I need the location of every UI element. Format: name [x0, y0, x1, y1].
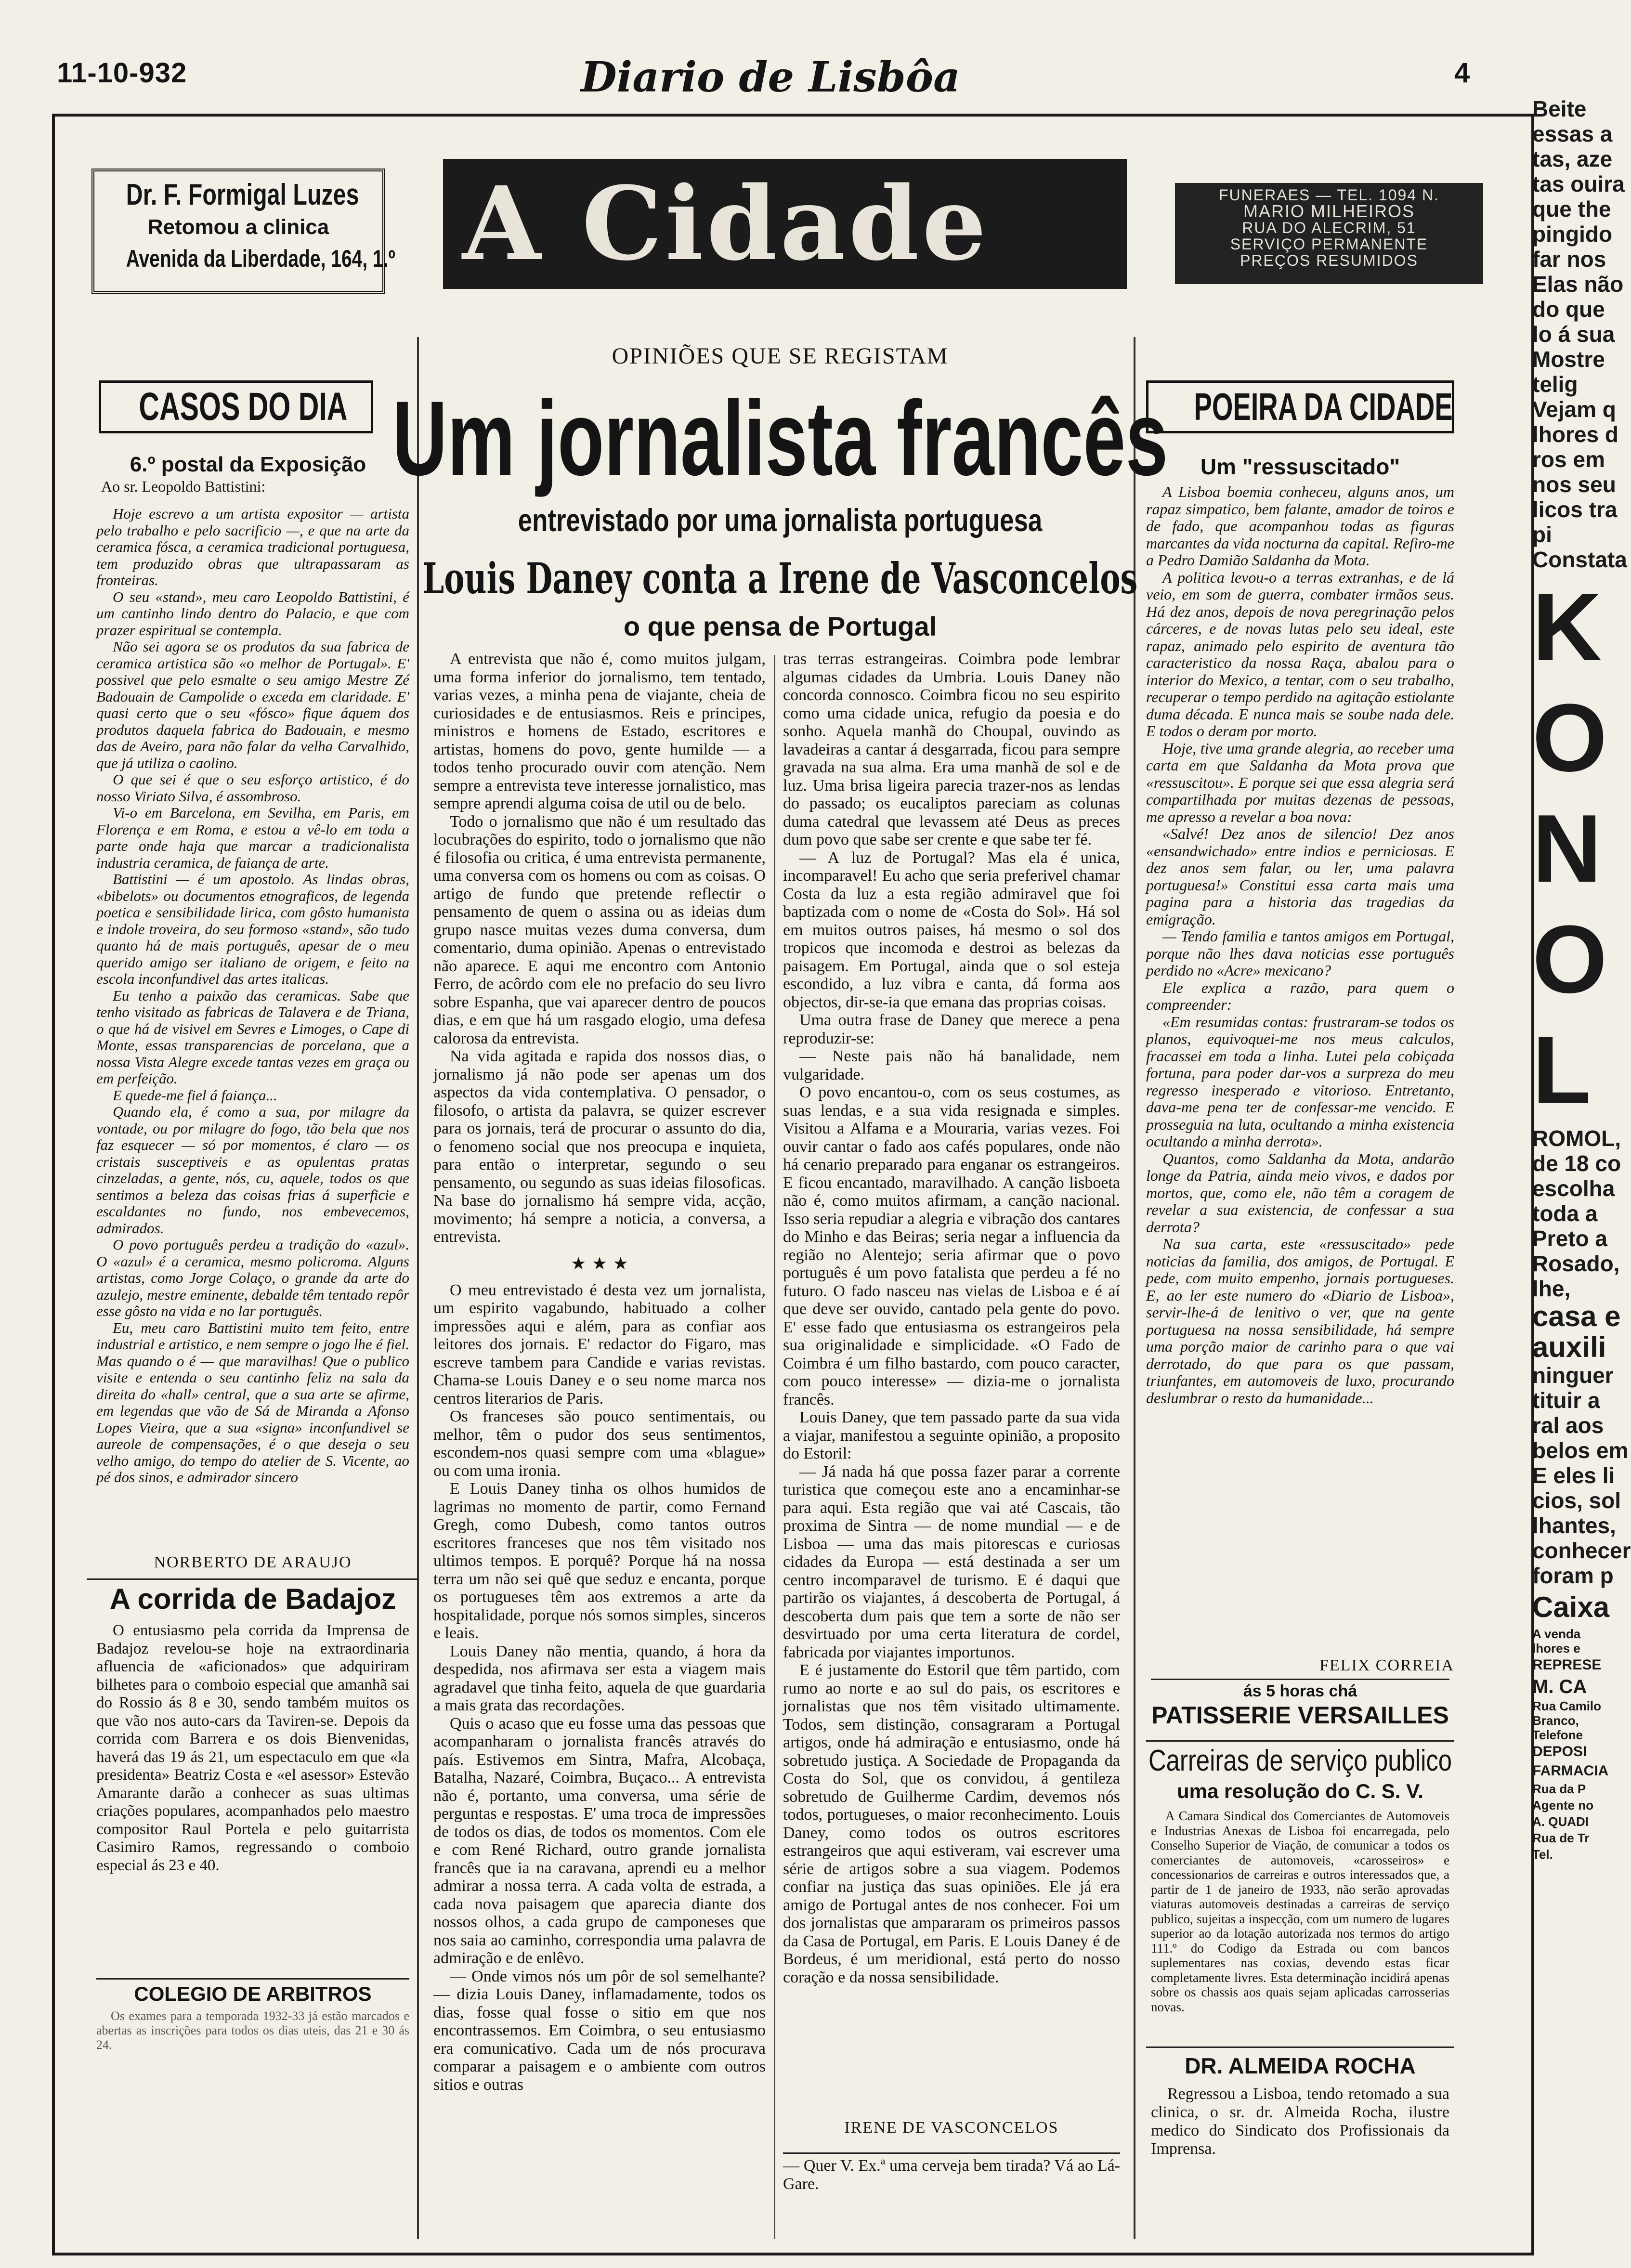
- article-paragraph: O meu entrevistado é desta vez um jornalista, um espirito vagabundo, habituado a colher impressões aqui e além, para as confiar aos leitores dos jornais. E' redactor do Figaro, mas escreve tambem para Candide e varias revistas. Chama-se Louis Daney e o seu nome marca nos centros literarios de Paris.: [433, 1281, 766, 1408]
- carreiras-title-box: [1146, 1740, 1454, 1780]
- funeraes-prices: PREÇOS RESUMIDOS: [1240, 252, 1418, 269]
- bleed-line: toda a: [1532, 1201, 1598, 1226]
- bleed-line: K: [1532, 574, 1602, 681]
- bleed-line: Preto a: [1532, 1226, 1607, 1251]
- column-rule: [1134, 337, 1135, 2239]
- poeira-paragraph: Ele explica a razão, para quem o compreender:: [1146, 978, 1454, 1013]
- bleed-line: Branco,: [1532, 1713, 1579, 1728]
- casos-paragraph: Eu, meu caro Battistini muito tem feito, entre industrial e artistico, e nem sempre o jogo lhe é fiel. Mas quando o é — que maravilhas! Que o publico visite e entenda o seu cantinho feliz na sala da direita do «hall» central, que a sua arte se afirme, em legendas que vão de Sá de Miranda a Afonso Lopes Vieira, que a sua «signa» inconfundivel se aureole de compensações, é o que deseja o seu velho amigo, do tempo do atelier de S. Vicente, ao pé dos sinos, e admirador sincero: [96, 1319, 409, 1486]
- casos-paragraph: Eu tenho a paixão das ceramicas. Sabe que tenho visitado as fabricas de Talavera e de Triana, o que há de visivel em Sevres e Limoges, o Cape di Monte, essas transparencias de porcelana, que a nossa Vista Alegre excede tantas vezes em graça ou em perfeição.: [96, 987, 409, 1087]
- bleed-line: escolha: [1532, 1176, 1615, 1201]
- article-deck-box: [422, 552, 1138, 605]
- bleed-line: Rua de Tr: [1532, 1831, 1590, 1845]
- bleed-line: ROMOL,: [1532, 1126, 1621, 1151]
- bleed-line: FARMACIA: [1532, 1763, 1609, 1779]
- article-col-1: [433, 650, 766, 2215]
- bleed-line: licos tra: [1532, 497, 1618, 522]
- article-subhead: entrevistado por uma jornalista portuguesa: [518, 502, 1043, 538]
- funeraes-service: SERVIÇO PERMANENTE: [1230, 235, 1428, 253]
- bleed-line: ros em: [1532, 447, 1605, 472]
- bleed-line: O: [1532, 684, 1607, 792]
- article-paragraph: E é justamente do Estoril que têm partido, com rumo ao norte e ao sul do pais, os escritores e jornalistas que nos têm visitado ultimamente. Todos, sem distinção, consagraram a Portugal artigos, onde há admiração e entusiasmo, onde há sobretudo justiça. A Sociedade de Propaganda da Costa do Sol, que os convidou, á gentileza sobretudo de Guilherme Cardim, devemos nós todos, portugueses, o maior reconhecimento. Louis Daney, como todos os outros escritores estrangeiros que aqui estiveram, vai escrever uma série de artigos sobre a sua viagem. Podemos confiar na justiça das suas opiniões. Ele já era amigo de Portugal antes de nos conhecer. Foi um dos jornalistas que ampararam os primeiros passos da Casa de Portugal, em Paris. E Louis Daney é de Bordeus, é um meridional, está perto do nosso coração e da nossa sensibilidade.: [783, 1661, 1120, 1986]
- bleed-line: lhores d: [1532, 422, 1618, 447]
- formigal-address: Avenida da Liberdade, 164, 1.º: [126, 245, 395, 272]
- poeira-heading-text: POEIRA DA CIDADE: [1194, 385, 1453, 428]
- article-stars: ★ ★ ★: [571, 1253, 628, 1274]
- versailles-name: PATISSERIE VERSAILLES: [1151, 1702, 1449, 1729]
- masthead-date: 11-10-932: [57, 57, 187, 89]
- casos-paragraph: E quede-me fiel á faiança...: [113, 1086, 277, 1104]
- bleed-line: Vejam q: [1532, 397, 1616, 422]
- funeraes-name: MARIO MILHEIROS: [1243, 201, 1415, 221]
- bleed-line: Beite: [1532, 96, 1587, 121]
- carreiras-sub: uma resolução do C. S. V.: [1177, 1780, 1423, 1802]
- carreiras-text: A Camara Sindical dos Comerciantes de Automoveis e Industrias Anexas de Lisboa foi encarregada, pelo Conselho Superior de Viação, de comunicar a todos os comerciantes de automoveis, «carosseiros» e concessionarios de carreiras e outros interessados que, a partir de 1 de janeiro de 1933, não serão aprovadas viaturas automoveis destinadas a carreiras de serviço publico, sujeitas a inspecção, com um numero de lugares superior ao da lotação autorizada nos termos do artigo 111.º do Codigo da Estrada ou com bancos suplementares nas coxias, devendo estas ficar completamente livres. Esta determinação incidirá apenas sobre os chassis aos quais sejam aplicadas carrosserias novas.: [1151, 1809, 1449, 2014]
- article-paragraph: E Louis Daney tinha os olhos humidos de lagrimas no momento de partir, como Fernand Gregh, como Dubesh, como tantos outros escritores franceses que nos têm visitado nos ultimos tempos. E porquê? Porque há na nossa terra um não sei quê que seduz e encanta, porque os portugueses têm aos extremos a arte da hospitalidade, porque nós somos simples, sinceros e leais.: [433, 1480, 766, 1642]
- badajoz-text: O entusiasmo pela corrida da Imprensa de Badajoz revelou-se hoje na extraordinaria afluencia de «aficionados» que adquiriram bilhetes para o comboio especial que amanhã sai do Rossio ás 8 e 30, sendo também muitos os que vão nos auto-cars da Taviren-se. Depois da corrida com Barrera e os dois Bienvenidas, haverá das 19 ás 21, um espectaculo em que «la presidenta» Beatriz Costa e «el asessor» Estevão Amarante darão a conhecer as suas ultimas criações populares, acompanhados pelo maestro compositor Raul Portela e pelo guitarrista Casimiro Ramos, regressando o comboio especial ás 23 e 40.: [96, 1622, 409, 1874]
- poeira-body: [1146, 483, 1454, 1649]
- bleed-line: far nos: [1532, 247, 1606, 272]
- article-footnote: — Quer V. Ex.ª uma cerveja bem tirada? Vá ao Lá-Gare.: [783, 2152, 1120, 2193]
- casos-paragraph: O seu «stand», meu caro Leopoldo Battistini, é um cantinho lindo dentro do Palacio, e que com prazer espiritual se contempla.: [96, 588, 409, 639]
- bleed-line: DEPOSI: [1532, 1744, 1587, 1760]
- poeira-paragraph: A Lisboa boemia conheceu, alguns anos, um rapaz simpatico, bem falante, amador de toiros e de fado, que acompanhou todas as figuras marcantes da vida nocturna da capital. Refiro-me a Pedro Damião Saldanha da Mota.: [1146, 483, 1454, 569]
- bleed-line: belos em: [1532, 1438, 1629, 1463]
- bleed-line: lhe,: [1532, 1276, 1571, 1301]
- poeira-paragraph: Quantos, como Saldanha da Mota, andarão longe da Patria, ainda meio vivos, e dados por mortos, que, como ele, não têm a coragem de revelar a sua existencia, de confessar a sua derrota?: [1146, 1149, 1454, 1236]
- bleed-line: M. CA: [1532, 1676, 1587, 1697]
- poeira-paragraph: — Tendo familia e tantos amigos em Portugal, porque não lhes dava noticias esse português perdido no «Acre» mexicano?: [1146, 927, 1454, 979]
- casos-heading-text: CASOS DO DIA: [139, 385, 348, 429]
- bleed-line: cios, sol: [1532, 1488, 1621, 1513]
- bleed-line: essas a: [1532, 121, 1613, 146]
- poeira-paragraph: Na sua carta, este «ressuscitado» pede noticias da familia, dos amigos, de Portugal. E pede, com muito empenho, jornais portugueses. E, ao ler este numero do «Diario de Lisboa», servir-lhe-á de lenitivo o ver, que na gente portuguesa na nossa sensibilidade, há sempre uma porção maior de carinho para o que vai derrotado, do que para os que passam, triunfantes, em automoveis de luxo, procurando deslumbrar o resto da humanidade...: [1146, 1235, 1454, 1407]
- article-paragraph: Os franceses são pouco sentimentais, ou melhor, têm o pudor dos seus sentimentos, escondem-nos quasi sempre com uma «blague» ou com uma ironia.: [433, 1408, 766, 1480]
- bleed-line: tas ouira: [1532, 171, 1625, 196]
- bleed-line: A. QUADI: [1532, 1814, 1589, 1829]
- article-paragraph: Na vida agitada e rapida dos nossos dias, o jornalismo já não pode ser apenas um dos aspectos da vida contemplativa. O pensador, o filosofo, o artista da palavra, se quizer escrever para os jornais, terá de procurar o assunto do dia, o fenomeno social que nos preocupa e inquieta, para então o interpretar, segundo o seu pensamento, ou segundo as suas ideias filosoficas. Na base do jornalismo há sempre vida, acção, movimento; há sempre a noticia, a conversa, a entrevista.: [433, 1047, 766, 1246]
- article-paragraph: Louis Daney, que tem passado parte da sua vida a viajar, manifestou a seguinte opinião, a proposito do Estoril:: [783, 1408, 1120, 1462]
- bleed-line: ral aos: [1532, 1413, 1604, 1438]
- article-paragraph: O povo encantou-o, com os seus costumes, as suas lendas, e a sua vida resignada e simples. Visitou a Alfama e a Mouraria, varias vezes. Foi ouvir cantar o fado aos cafés populares, onde não há cenario preparado para enganar os estrangeiros. E ficou encantado, maravilhado. A canção lisboeta não é, como muitos afirmam, a canção nacional. Isso seria repudiar a alegria e vibração dos cantares do Minho e das Beiras; seria negar a influencia da região no Alentejo; seria afirmar que o povo português é um povo fatalista que perdeu a fé no futuro. O fado nasceu nas vielas de Lisboa e é aí que deve ser ouvido, cantado pela gente do povo. E' esse fado que entusiasma os estrangeiros pela sua originalidade e simplicidade. «O Fado de Coimbra é um filho bastardo, com pouco caracter, com pouco interesse» — dizia-me o jornalista francês.: [783, 1083, 1120, 1408]
- bleed-line: A venda: [1532, 1627, 1581, 1641]
- article-signature: IRENE DE VASCONCELOS: [844, 2119, 1059, 2137]
- bleed-line: auxili: [1532, 1331, 1606, 1363]
- carreiras-title: Carreiras de serviço publico: [1148, 1744, 1452, 1777]
- column-rule: [774, 655, 775, 2239]
- casos-dedication: Ao sr. Leopoldo Battistini:: [101, 478, 266, 495]
- bleed-line: Elas não: [1532, 272, 1624, 297]
- bleed-line: pi: [1532, 522, 1552, 547]
- article-paragraph: — A luz de Portugal? Mas ela é unica, incomparavel! Eu acho que seria preferivel chamar Costa da luz a esta região admiravel que foi baptizada com o nome de «Costa do Sol». Há sol em muitos outros paises, há mesmo o sol dos tropicos que incomoda e destroi as belezas da paisagem. Em Portugal, ainda que o sol esteja escondido, a luz vibra e canta, dá forma aos objectos, dir-se-ia que emana das proprias coisas.: [783, 848, 1120, 1011]
- article-paragraph: — Neste pais não há banalidade, nem vulgaridade.: [783, 1047, 1120, 1083]
- bleed-line: do que: [1532, 297, 1605, 322]
- casos-signature: NORBERTO DE ARAUJO: [154, 1553, 352, 1571]
- article-paragraph: — Já nada há que possa fazer parar a corrente turistica que começou este ano a encaminhar-se para aqui. Esta região que vai até Cascais, tão proxima de Sintra — de nome mundial — e de Lisboa — uma das mais pitorescas e curiosas cidades da Europa — está destinada a ser um centro incomparavel de turismo. E é daqui que partirão os viajantes, á descoberta de Portugal, á descoberta dum pais que tem a sorte de não ser desvirtuado por uma certa literatura de cordel, fabricada por viajantes importunos.: [783, 1462, 1120, 1661]
- bleed-line: L: [1532, 1017, 1592, 1124]
- bleed-line: lo á sua: [1532, 322, 1615, 347]
- colegio-title: COLEGIO DE ARBITROS: [96, 1978, 409, 2006]
- article-kicker: OPINIÕES QUE SE REGISTAM: [612, 343, 949, 369]
- bleed-line: Telefone: [1532, 1728, 1583, 1742]
- poeira-paragraph: «Em resumidas contas: frustraram-se todos os planos, equivoquei-me nos meus calculos, fracassei em toda a linha. Lutei pela cobiçada fortuna, para poder dar-vos a surpreza do meu regresso inesperado e vitorioso. Entretanto, dava-me pena ter de confessar-me vencido. E prosseguia na luta, ocultando a minha existencia ocultando a minha derrota».: [1146, 1013, 1454, 1150]
- column-rule: [417, 337, 419, 2239]
- casos-paragraph: Quando ela, é como a sua, por milagre da vontade, ou por milagre do fogo, tão bela que nos faz esquecer — só por momentos, é claro — os cristais susceptiveis e as opulentas pratas cinzeladas, a gente, nós, cu, aquele, todos os que sentimos a beleza das coisas frias á superficie e escaldantes no fundo, nos embevecemos, admirados.: [96, 1103, 409, 1237]
- casos-paragraph: Vi-o em Barcelona, em Sevilha, em Paris, em Florença e em Roma, e estou a vê-lo em toda a parte onde haja que marcar a tradicionalista industria ceramica, de faiança de arte.: [96, 804, 409, 871]
- page-number: 4: [1454, 57, 1470, 89]
- casos-subheading: 6.º postal da Exposição: [130, 453, 366, 476]
- funeraes-address: RUA DO ALECRIM, 51: [1242, 219, 1416, 236]
- bleed-line: pingido: [1532, 222, 1613, 247]
- bleed-line: lhantes,: [1532, 1513, 1616, 1538]
- bleed-line: tituir a: [1532, 1388, 1600, 1413]
- badajoz-title: A corrida de Badajoz: [87, 1578, 419, 1616]
- masthead-title: Diario de Lisbôa: [581, 53, 960, 102]
- bleed-line: tas, aze: [1532, 146, 1613, 171]
- casos-body: [96, 506, 409, 1546]
- casos-paragraph: Battistini — é um apostolo. As lindas obras, «bibelots» ou documentos etnograficos, de legenda poetica e sensibilidade lirica, com gôsto humanista e indole troveira, do seu formoso «stand», são tudo quanto há de mais português, apesar de o meu querido amigo ser italiano de origem, e feito na escola inconfundivel das artes italicas.: [96, 871, 409, 987]
- bleed-line: de 18 co: [1532, 1151, 1621, 1176]
- section-title: A Cidade: [462, 164, 990, 283]
- almeida-title: DR. ALMEIDA ROCHA: [1146, 2046, 1454, 2079]
- bleed-line: conhecer: [1532, 1538, 1631, 1563]
- article-paragraph: A entrevista que não é, como muitos julgam, uma forma inferior do jornalismo, tem tentado, varias vezes, a minha pena de viajante, cheia de curiosidades e de entusiasmos. Reis e principes, ministros e homens de Estado, escritores e artistas, homens do povo, gente humilde — a todos tenho procurado ouvir com atenção. Nem sempre a entrevista teve interesse jornalistico, mas sempre aprendi alguma coisa de util ou de belo.: [433, 650, 766, 812]
- casos-heading: [99, 380, 373, 433]
- casos-paragraph: O que sei é que o seu esforço artistico, é do nosso Viriato Silva, é assombroso.: [96, 771, 409, 805]
- bleed-line: Rosado,: [1532, 1251, 1620, 1276]
- funeraes-title: FUNERAES: [1219, 186, 1311, 204]
- casos-paragraph: O povo português perdeu a tradição do «azul». O «azul» é a ceramica, mesmo policroma. Alguns artistas, como Jorge Colaço, o grande da arte do azulejo, mestre eminente, debalde têm tentado repôr esse gôsto na vida e no lar português.: [96, 1236, 409, 1319]
- poeira-paragraph: Hoje, tive uma grande alegria, ao receber uma carta em que Saldanha da Mota prova que «ressuscitou». E porque sei que essa alegria será compartilhada por muitas dezenas de pessoas, me apresso a revelar a boa nova:: [1146, 739, 1454, 825]
- funeraes-tel: TEL. 1094 N.: [1337, 186, 1439, 204]
- bleed-line: lhores e: [1532, 1641, 1580, 1655]
- casos-paragraph: Hoje escrevo a um artista expositor — artista pelo trabalho e pelo sacrificio —, e que na arte da ceramica fósca, a ceramica tradicional portuguesa, tem produzido obras que ultrapassaram as fronteiras.: [96, 505, 409, 588]
- article-subhead-box: [433, 501, 1127, 539]
- casos-paragraph: Não sei agora se os produtos da sua fabrica de ceramica artistica são «o melhor de Portugal». E' possivel que pelo esmalte o seu amigo Mestre Zé Badouain de Campolide o exceda em claridade. E' quasi certo que o seu «fósco» fique áquem dos produtos daquela fabrica do Badouain, e mesmo das de Aveiro, para não falar da velha Carvalhido, que já utiliza o caolino.: [96, 638, 409, 771]
- bleed-edge: [1532, 96, 1631, 1863]
- article-paragraph: tras terras estrangeiras. Coimbra pode lembrar algumas cidades da Umbria. Louis Daney não concorda connosco. Coimbra ficou no seu espirito como uma cidade unica, refugio da poesia e do sonho. Aquela manhã do Choupal, ouvindo as lavadeiras a cantar á desgarrada, ficou para sempre gravada na sua alma. Era uma manhã de sol e de luz. Uma brisa ligeira parecia trazer-nos as lendas do passado; os eucaliptos pareciam as colunas duma catedral que levassem até Deus as preces dum povo que sabe ser crente e que sabe ter fé.: [783, 650, 1120, 848]
- bleed-line: E eles li: [1532, 1463, 1615, 1488]
- poeira-signature: FELIX CORREIA: [1319, 1656, 1454, 1674]
- formigal-line: Retomou a clinica: [147, 215, 329, 239]
- bleed-line: Agente no: [1532, 1798, 1594, 1812]
- bleed-line: Caixa: [1532, 1591, 1610, 1623]
- bleed-line: que the: [1532, 196, 1611, 222]
- article-paragraph: Todo o jornalismo que não é um resultado das locubrações do espirito, todo o jornalismo que não é filosofia ou critica, é uma entrevista permanente, uma conversa com os homens ou com as coisas. O artigo de fundo que pretende reflectir o pensamento de quem o assina ou as ideias dum grupo nasce muitas vezes duma conversa, dum comentario, duma opinião. Apenas o entrevistado não aparece. E aqui me encontro com Antonio Ferro, de acôrdo com ele no prefacio do seu livro sobre Espanha, que vai aparecer dentro de poucos dias, e em que há um rasgado elogio, uma defesa calorosa da entrevista.: [433, 812, 766, 1047]
- bleed-line: Rua da P: [1532, 1782, 1586, 1796]
- poeira-paragraph: «Salvé! Dez anos de silencio! Dez anos «ensandwichado» entre indios e perniciosas. E dez anos sem falar, ou ler, uma palavra portuguesa!» Constitui essa carta mais uma pagina para a historia das tragedias da emigração.: [1146, 825, 1454, 928]
- article-paragraph: Quis o acaso que eu fosse uma das pessoas que acompanharam o jornalista francês através do país. Estivemos em Sintra, Mafra, Alcobaça, Batalha, Nazaré, Coimbra, Buçaco... A entrevista não é, portanto, uma conversa, uma série de perguntas e respostas. E' uma troca de impressões de todos os dias, de todos os momentos. Com ele e com René Richard, outro grande jornalista francês que ia na caravana, aprendi eu a melhor admirar a nossa terra. A cada volta de estrada, a cada nova paisagem que aparecia diante dos nossos olhos, a cada grupo de camponeses que nos saia ao caminho, correspondia uma palavra de admiração e de enlêvo.: [433, 1714, 766, 1967]
- bleed-line: foram p: [1532, 1563, 1614, 1588]
- bleed-line: Rua Camilo: [1532, 1699, 1602, 1713]
- article-headline-box: [392, 379, 1168, 497]
- bleed-line: N: [1532, 795, 1602, 902]
- poeira-heading: [1146, 380, 1454, 433]
- bleed-line: Mostre: [1532, 347, 1605, 372]
- versailles-ad: [1151, 1679, 1449, 1730]
- article-paragraph: — Onde vimos nós um pôr de sol semelhante? — dizia Louis Daney, inflamadamente, todos os dias, fosse qual fosse o sitio em que nos encontrassemos. Em Coimbra, o seu entusiasmo era comunicativo. Cada um de nós procurava comparar a paisagem e o ambiente com outros sitios e outras: [433, 1967, 766, 2094]
- almeida-text: Regressou a Lisboa, tendo retomado a sua clinica, o sr. dr. Almeida Rocha, ilustre medico do Sindicato dos Profissionais da Imprensa.: [1151, 2085, 1449, 2158]
- versailles-time: ás 5 horas chá: [1243, 1682, 1357, 1700]
- article-col-2: [783, 650, 1120, 2109]
- article-deck: Louis Daney conta a Irene de Vasconcelos: [422, 553, 1138, 603]
- bleed-line: nos seu: [1532, 472, 1616, 497]
- article-paragraph: Louis Daney não mentia, quando, á hora da despedida, nos afirmava ser esta a viagem mais agradavel que tinha feito, aquela de que guardaria a mais grata das recordações.: [433, 1642, 766, 1714]
- bleed-line: telig: [1532, 372, 1578, 397]
- bleed-line: casa e: [1532, 1300, 1621, 1332]
- article-paragraph: Uma outra frase de Daney que merece a pena reproduzir-se:: [783, 1011, 1120, 1047]
- poeira-subheading: Um "ressuscitado": [1200, 454, 1400, 479]
- bleed-line: Constata: [1532, 547, 1627, 572]
- section-banner: [443, 159, 1127, 289]
- article-headline: Um jornalista francês: [392, 379, 1168, 497]
- article-deck2: o que pensa de Portugal: [623, 611, 937, 641]
- poeira-paragraph: A politica levou-o a terras extranhas, e de lá veio, em som de guerra, combater irmãos seus. Há dez anos, depois de nova peregrinação pelos cárceres, e de novas lutas pelo seu ideal, este rapaz, animado pelo espirito de aventura tão caracteristico da nossa Raça, abalou para o interior do Mexico, a tentar, com o seu trabalho, recuperar o tempo perdido na agitação estiolante duma década. E nunca mais se soube nada dele. E todos o deram por morto.: [1146, 568, 1454, 740]
- formigal-name: Dr. F. Formigal Luzes: [126, 178, 359, 211]
- bleed-line: ninguer: [1532, 1363, 1614, 1388]
- funeraes-ad: FUNERAES — TEL. 1094 N. MARIO MILHEIROS RUA DO ALECRIM, 51 SERVIÇO PERMANENTE PREÇOS RESUMIDOS: [1175, 183, 1483, 284]
- colegio-text: Os exames para a temporada 1932-33 já estão marcados e abertas as inscrições para todos os dias uteis, das 21 e 30 ás 24.: [96, 2009, 409, 2052]
- bleed-line: REPRESE: [1532, 1657, 1602, 1673]
- bleed-line: O: [1532, 906, 1607, 1013]
- bleed-line: Tel.: [1532, 1847, 1553, 1862]
- formigal-ad: [91, 169, 395, 294]
